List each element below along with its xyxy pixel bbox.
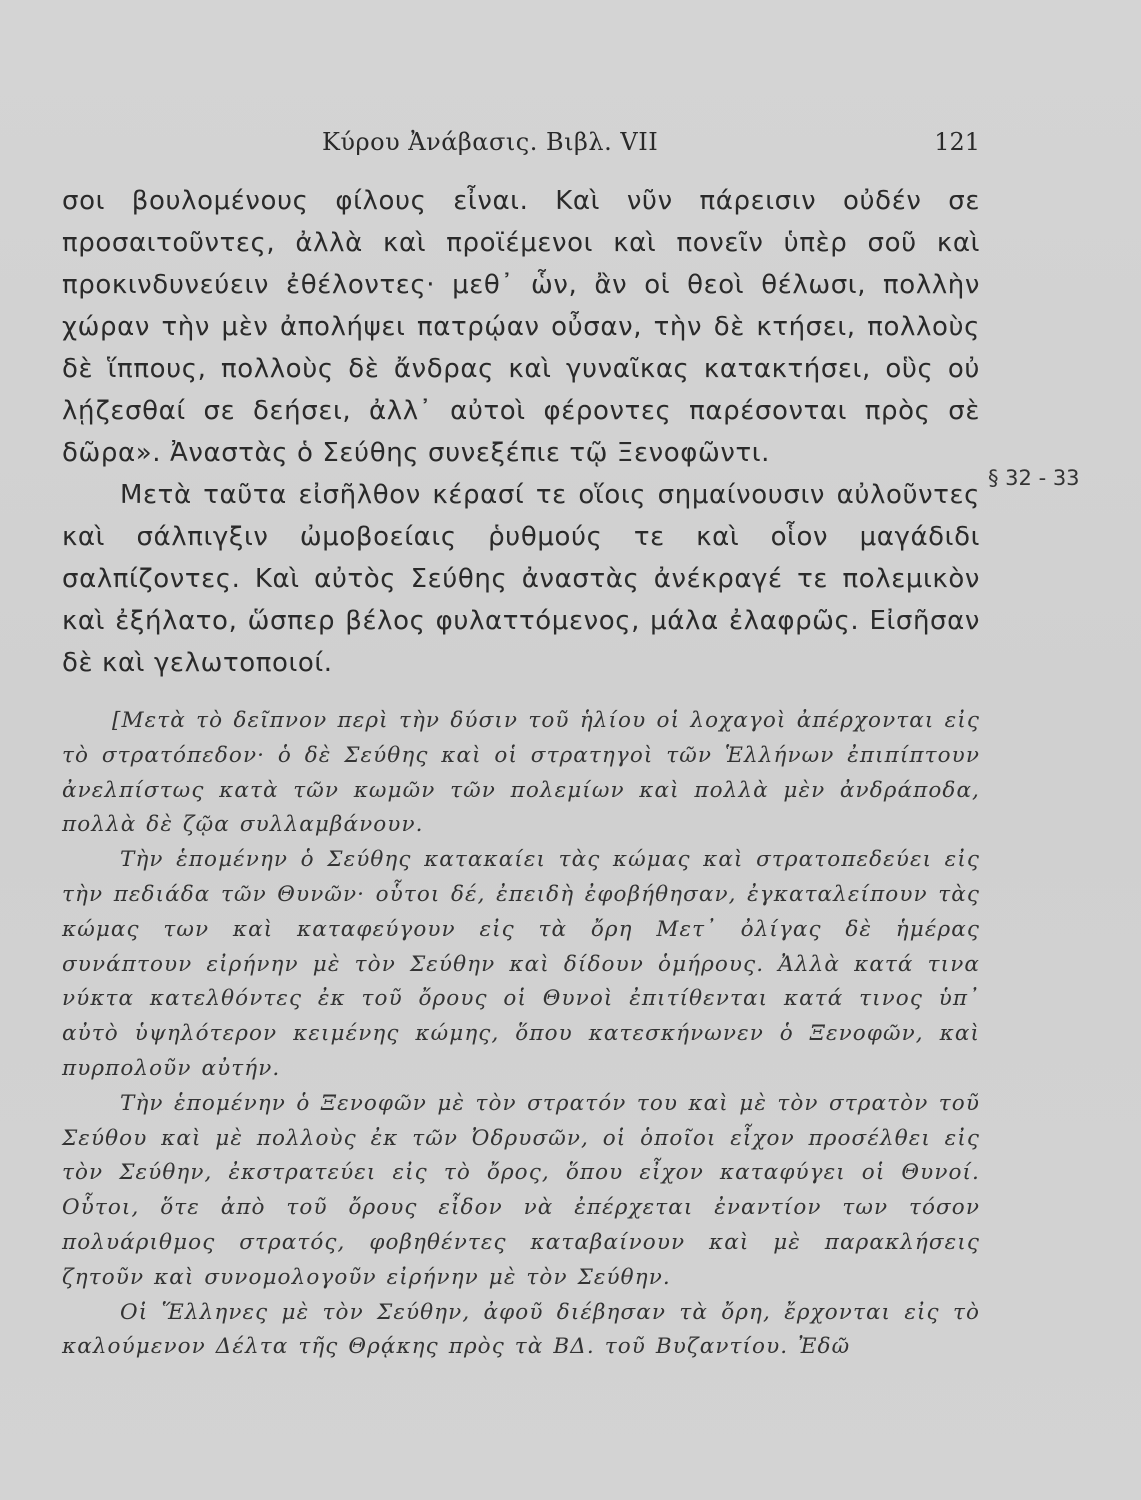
summary-commentary — [62, 704, 980, 1365]
summary-paragraph-2: Τὴν ἑπομένην ὁ Σεύθης κατακαίει τὰς κώμας καὶ στρατοπεδεύει εἰς τὴν πεδιάδα τῶν Θυνῶν· οὗτοι δέ, ἐπειδὴ ἐφοβήθησαν, ἐγκαταλείπουν τὰς κώμας των καὶ καταφεύγουν εἰς τὰ ὄρη Μετ᾽ ὀλίγας δὲ ἡμέρας συνάπτουν εἰρήνην μὲ τὸν Σεύθην καὶ δίδουν ὁμήρους. Ἀλλὰ κατά τινα νύκτα κατελθόντες ἐκ τοῦ ὄρους οἱ Θυνοὶ ἐπιτίθενται κατά τινος ὑπ᾽ αὐτὸ ὑψηλότερον κειμένης κώμης, ὅπου κατεσκήνωνεν ὁ Ξενοφῶν, καὶ πυρπολοῦν αὐτήν. — [62, 847, 980, 1081]
text-paragraph-2: Μετὰ ταῦτα εἰσῆλθον κέρασί τε οἵοις σημαίνουσιν αὐλοῦντες καὶ σάλπιγξιν ὠμοβοείαις ῥυθμούς τε καὶ οἷον μαγάδιδι σαλπίζοντες. Καὶ αὐτὸς Σεύθης ἀναστὰς ἀνέκραγέ τε πολεμικὸν καὶ ἐξήλατο, ὥσπερ βέλος φυλαττόμενος, μάλα ἐλαφρῶς. Εἰσῆσαν δὲ καὶ γελωτοποιοί. — [62, 480, 980, 678]
summary-paragraph-1: [Μετὰ τὸ δεῖπνον περὶ τὴν δύσιν τοῦ ἡλίου οἱ λοχαγοὶ ἀπέρχονται εἰς τὸ στρατόπεδον· ὁ δὲ Σεύθης καὶ οἱ στρατηγοὶ τῶν Ἑλλήνων ἐπιπίπτουν ἀνελπίστως κατὰ τῶν κωμῶν τῶν πολεμίων καὶ πολλὰ μὲν ἀνδράποδα, πολλὰ δὲ ζῷα συλλαμβάνουν. — [62, 708, 980, 838]
running-header — [62, 128, 980, 164]
greek-text-body — [62, 180, 980, 684]
summary-paragraph-4: Οἱ Ἕλληνες μὲ τὸν Σεύθην, ἀφοῦ διέβησαν τὰ ὄρη, ἔρχονται εἰς τὸ καλούμενον Δέλτα τῆς Θρᾴκης πρὸς τὰ ΒΔ. τοῦ Βυζαντίου. Ἐδῶ — [62, 1299, 980, 1360]
page-number: 121 — [934, 128, 980, 156]
text-paragraph-1: σοι βουλομένους φίλους εἶναι. Καὶ νῦν πάρεισιν οὐδέν σε προσαιτοῦντες, ἀλλὰ καὶ προϊέμενοι καὶ πονεῖν ὑπὲρ σοῦ καὶ προκινδυνεύειν ἐθέλοντες· μεθ᾽ ὧν, ἂν οἱ θεοὶ θέλωσι, πολλὴν χώραν τὴν μὲν ἀπολήψει πατρῴαν οὖσαν, τὴν δὲ κτήσει, πολλοὺς δὲ ἵππους, πολλοὺς δὲ ἄνδρας καὶ γυναῖκας κατακτήσει, οὓς οὐ λῄζεσθαί σε δεήσει, ἀλλ᾽ αὐτοὶ φέροντες παρέσονται πρὸς σὲ δῶρα». Ἀναστὰς ὁ Σεύθης συνεξέπιε τῷ Ξενοφῶντι. — [62, 186, 980, 468]
summary-paragraph-3: Τὴν ἑπομένην ὁ Ξενοφῶν μὲ τὸν στρατόν του καὶ μὲ τὸν στρατὸν τοῦ Σεύθου καὶ μὲ πολλοὺς ἐκ τῶν Ὀδρυσῶν, οἱ ὁποῖοι εἶχον προσέλθει εἰς τὸν Σεύθην, ἐκστρατεύει εἰς τὸ ὄρος, ὅπου εἶχον καταφύγει οἱ Θυνοί. Οὗτοι, ὅτε ἀπὸ τοῦ ὄρους εἶδον νὰ ἐπέρχεται ἐναντίον των τόσον πολυάριθμος στρατός, φοβηθέντες καταβαίνουν καὶ μὲ παρακλήσεις ζητοῦν καὶ συνομολογοῦν εἰρήνην μὲ τὸν Σεύθην. — [62, 1090, 980, 1290]
section-marginal-note: § 32 - 33 — [988, 466, 1080, 490]
running-title: Κύρου Ἀνάβασις. Βιβλ. VII — [322, 128, 659, 156]
